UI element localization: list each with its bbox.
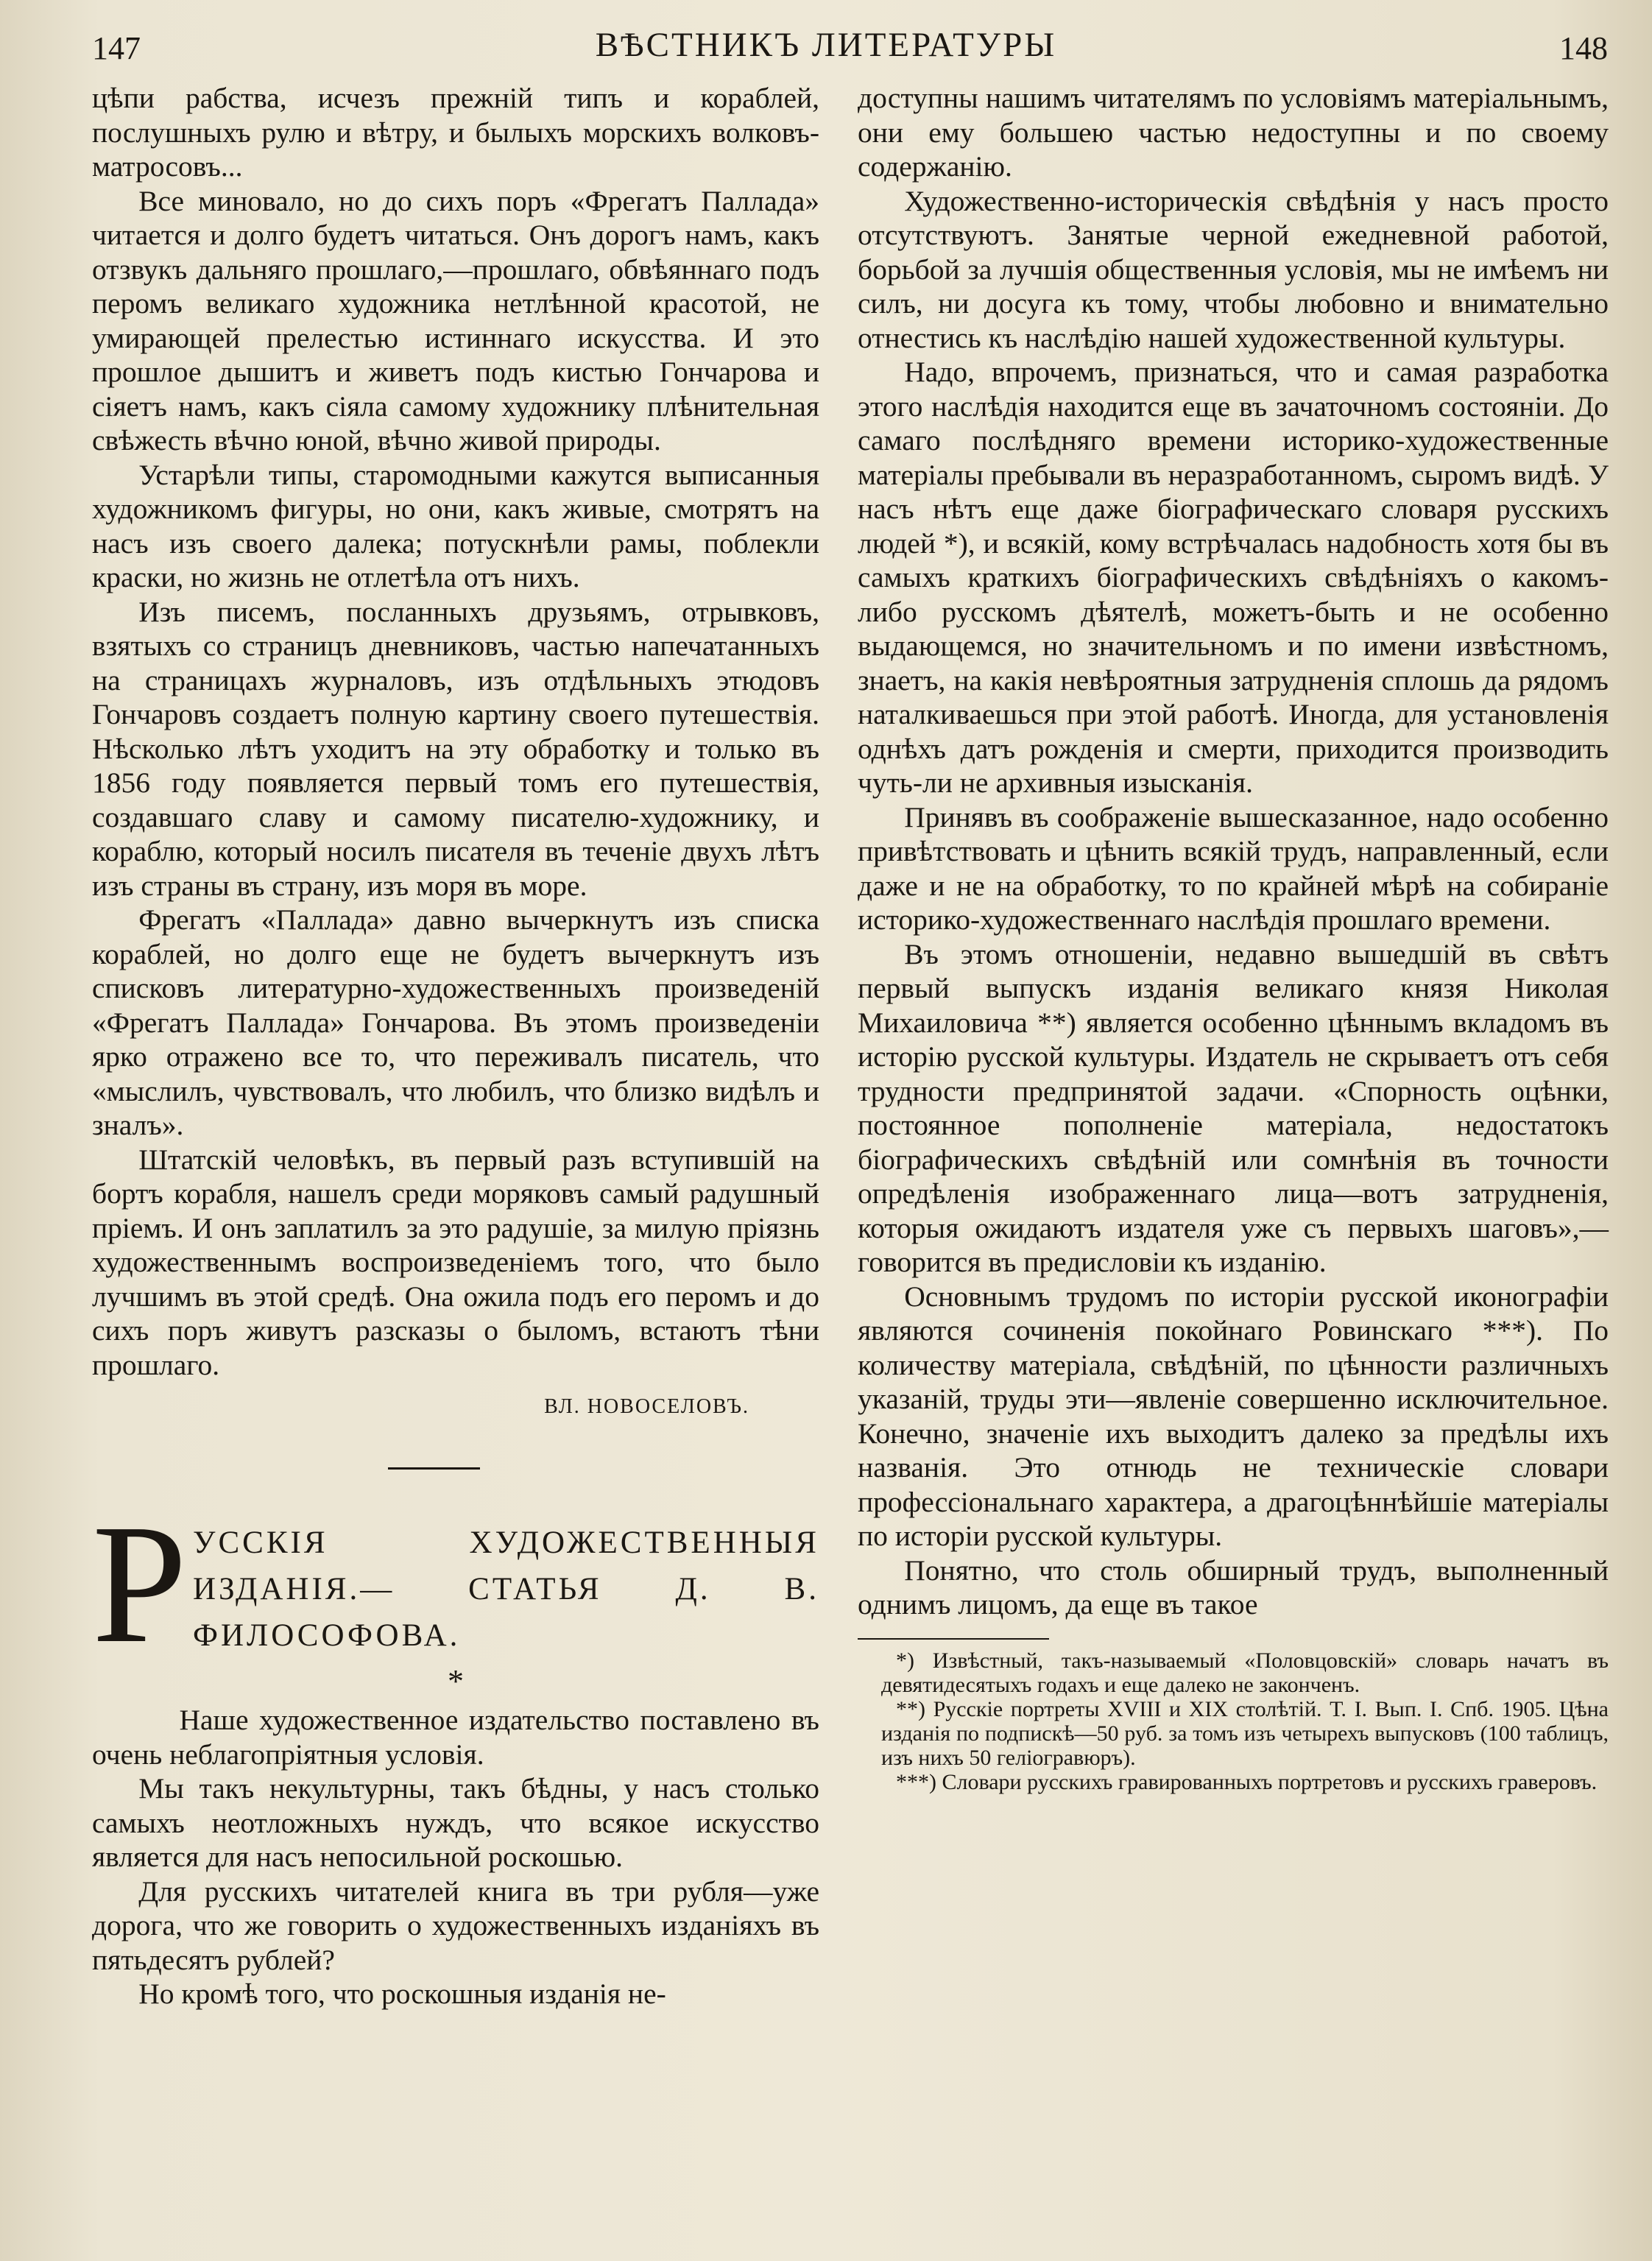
footnote: **) Русскіе портреты XVIII и XIX столѣтій. Т. I. Вып. I. Спб. 1905. Цѣна изданія по подпискѣ—50 руб. за томъ изъ четырехъ выпусковъ (100 таблицъ, изъ нихъ 50 геліогравюръ). bbox=[881, 1696, 1609, 1770]
paragraph: Наше художественное издательство поставлено въ очень неблагопріятныя условія. bbox=[92, 1704, 819, 1771]
paragraph: Фрегатъ «Паллада» давно вычеркнутъ изъ списка кораблей, но долго еще не будетъ вычеркнутъ изъ списковъ литературно-художественныхъ произведеній «Фрегатъ Паллада» Гончарова. Въ этомъ произведеніи ярко отражено все то, что переживалъ писатель, что «мыслилъ, чувствовалъ, что любилъ, что близко видѣлъ и зналъ». bbox=[92, 903, 819, 1141]
page-header bbox=[0, 16, 1652, 75]
article-text bbox=[92, 1703, 819, 2011]
paragraph: Художественно-историческія свѣдѣнія у насъ просто отсутствуютъ. Занятые черной ежедневной работой, борьбой за лучшія общественныя условія, мы не имѣемъ ни силъ, ни досуга къ тому, чтобы любовно и внимательно отнестись къ наслѣдію нашей художественной культуры. bbox=[858, 184, 1609, 354]
running-title: ВѢСТНИКЪ ЛИТЕРАТУРЫ bbox=[595, 26, 1057, 64]
asterism: * bbox=[448, 1663, 464, 1699]
paragraph: Надо, впрочемъ, признаться, что и самая разработка этого наслѣдія находится еще въ зачаточномъ состояніи. До самаго послѣдняго времени историко-художественные матеріалы пребывали въ неразработанномъ, сыромъ видѣ. У насъ нѣтъ еще даже біографическаго словаря русскихъ людей *), и всякій, кому встрѣчалась надобность хотя бы въ самыхъ краткихъ біографическихъ свѣдѣніяхъ о какомъ-либо русскомъ дѣятелѣ, можетъ-быть и не особенно выдающемся, но значительномъ и по имени извѣстномъ, знаетъ, на какія невѣроятныя затрудненія сплошь да рядомъ наталкиваешься при этой работѣ. Иногда, для установленія однѣхъ датъ рожденія и смерти, приходится производить чуть-ли не архивныя изысканія. bbox=[858, 356, 1609, 799]
paragraph: Принявъ въ соображеніе вышесказанное, надо особенно привѣтствовать и цѣнить всякій трудъ, направленный, если даже и не на обработку, то по крайней мѣрѣ на собираніе историко-художественнаго наслѣдія прошлаго времени. bbox=[858, 800, 1609, 936]
left-column-text bbox=[92, 81, 819, 1382]
paragraph: цѣпи рабства, исчезъ прежній типъ и кораблей, послушныхъ рулю и вѣтру, и былыхъ морскихъ волковъ-матросовъ... bbox=[92, 82, 819, 183]
drop-cap: Р bbox=[92, 1489, 188, 1679]
paragraph: Устарѣли типы, старомодными кажутся выписанныя художникомъ фигуры, но они, какъ живые, смотрятъ на насъ изъ своего далека; потускнѣли рамы, поблекли краски, но жизнь не отлетѣла отъ нихъ. bbox=[92, 458, 819, 593]
left-column bbox=[92, 81, 819, 2011]
article-heading bbox=[92, 1489, 819, 1679]
paragraph: Но кромѣ того, что роскошныя изданія не- bbox=[138, 1978, 666, 2010]
article-title: УССКІЯ ХУДОЖЕСТВЕННЫЯ ИЗДАНІЯ.— СТАТЬЯ Д. В. ФИЛОСОФОВА. bbox=[193, 1525, 819, 1653]
paragraph: Изъ писемъ, посланныхъ друзьямъ, отрывковъ, взятыхъ со страницъ дневниковъ, частью напечатанныхъ на страницахъ журналовъ, изъ отдѣльныхъ этюдовъ Гончаровъ создаетъ полную картину своего путешествія. Нѣсколько лѣтъ уходитъ на эту обработку и только въ 1856 году появляется первый томъ его путешествія, создавшаго славу и самому писателю-художнику, и кораблю, который носилъ писателя въ теченіе двухъ лѣтъ изъ страны въ страну, изъ моря въ море. bbox=[92, 595, 819, 902]
footnote-divider bbox=[858, 1638, 1049, 1640]
paragraph: Все миновало, но до сихъ поръ «Фрегатъ Паллада» читается и долго будетъ читаться. Онъ дорогъ намъ, какъ отзвукъ дальняго прошлаго,—прошлаго, обвѣяннаго подъ перомъ великаго художника нетлѣнной красотой, не умирающей прелестью истиннаго искусства. И это прошлое дышитъ и живетъ подъ кистью Гончарова и сіяетъ намъ, какъ сіяла самому художнику плѣнительная свѣжесть вѣчно юной, вѣчно живой природы. bbox=[92, 184, 819, 456]
footnote: ***) Словари русскихъ гравированныхъ портретовъ и русскихъ граверовъ. bbox=[896, 1769, 1598, 1794]
paragraph: Мы такъ некультурны, такъ бѣдны, у насъ столько самыхъ неотложныхъ нуждъ, что всякое искусство является для насъ непосильной роскошью. bbox=[92, 1772, 819, 1873]
paragraph: Понятно, что столь обширный трудъ, выполненный однимъ лицомъ, да еще въ такое bbox=[858, 1553, 1609, 1620]
right-column-text bbox=[858, 81, 1609, 1622]
footnote: *) Извѣстный, такъ-называемый «Половцовскій» словарь начатъ въ девятидесятыхъ годахъ и еще далеко не законченъ. bbox=[881, 1648, 1609, 1697]
page-number-left: 147 bbox=[92, 30, 141, 66]
author-signature: ВЛ. НОВОСЕЛОВЪ. bbox=[544, 1395, 749, 1418]
section-divider bbox=[388, 1467, 480, 1470]
page-number-right: 148 bbox=[1559, 30, 1608, 66]
right-column bbox=[858, 81, 1609, 1794]
footnotes bbox=[858, 1648, 1609, 1794]
paragraph: Въ этомъ отношеніи, недавно вышедшій въ свѣтъ первый выпускъ изданія великаго князя Николая Михаиловича **) является особенно цѣннымъ вкладомъ въ исторію русской культуры. Издатель не скрываетъ отъ себя трудности предпринятой задачи. «Спорность оцѣнки, постоянное пополненіе матеріала, недостатокъ біографическихъ свѣдѣній или сомнѣнія въ точности опредѣленія изображеннаго лица—вотъ затрудненія, которыя ожидаютъ издателя уже съ первыхъ шаговъ»,—говорится въ предисловіи къ изданію. bbox=[858, 937, 1609, 1278]
paragraph: Основнымъ трудомъ по исторіи русской иконографіи являются сочиненія покойнаго Ровинскаго ***). По количеству матеріала, свѣдѣній, по цѣнности различныхъ указаній, труды эти—явленіе совершенно исключительное. Конечно, значеніе ихъ выходитъ далеко за предѣлы ихъ названія. Это отнюдь не техническіе словари профессіональнаго характера, а драгоцѣннѣйшіе матеріалы по исторіи русской культуры. bbox=[858, 1280, 1609, 1552]
paragraph: Для русскихъ читателей книга въ три рубля—уже дорога, что же говорить о художественныхъ изданіяхъ въ пятьдесятъ рублей? bbox=[92, 1874, 819, 1976]
paragraph: доступны нашимъ читателямъ по условіямъ матеріальнымъ, они ему большею частью недоступны и по своему содержанію. bbox=[858, 82, 1609, 183]
paragraph: Штатскій человѣкъ, въ первый разъ вступившій на бортъ корабля, нашелъ среди моряковъ самый радушный пріемъ. И онъ заплатилъ за это радушіе, за милую пріязнь художественнымъ воспроизведеніемъ того, что было лучшимъ въ этой средѣ. Она ожила подъ его перомъ и до сихъ поръ живутъ разсказы о быломъ, встаютъ тѣни прошлаго. bbox=[92, 1143, 819, 1381]
